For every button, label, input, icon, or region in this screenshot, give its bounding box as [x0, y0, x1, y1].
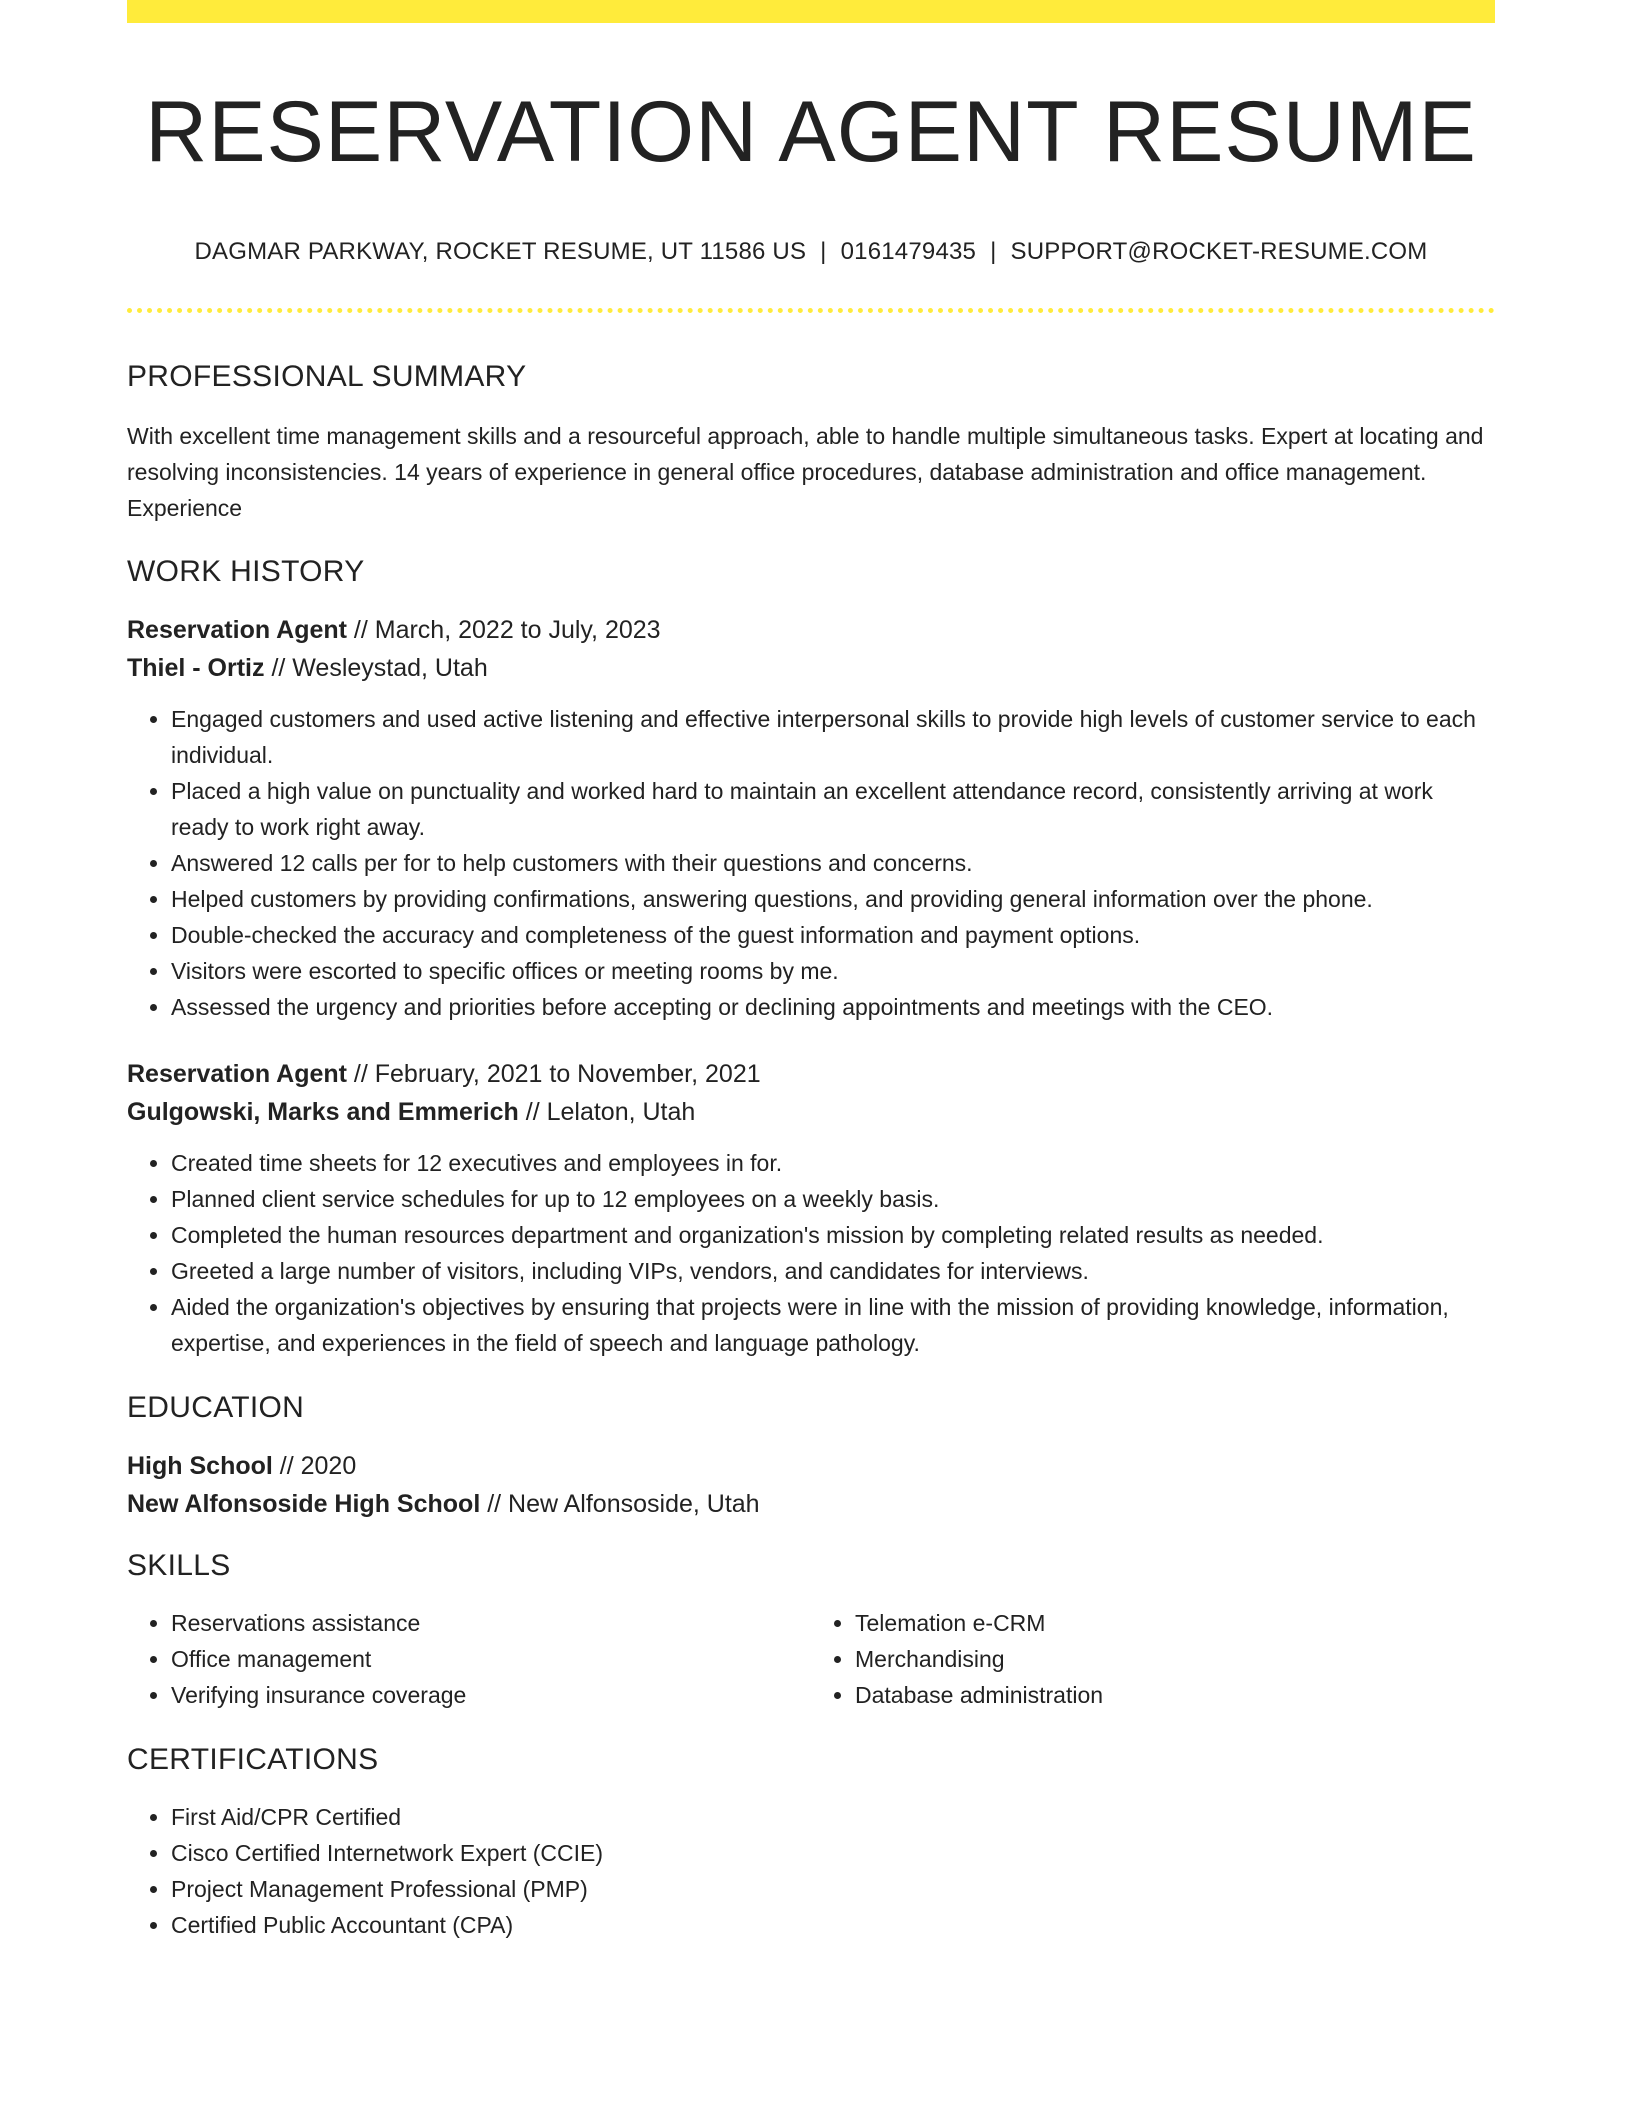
- list-item: • Greeted a large number of visitors, including VIPs, vendors, and candidates for interviews.: [171, 1253, 1495, 1289]
- list-item: • Completed the human resources department and organization's mission by completing related results as needed.: [171, 1217, 1495, 1253]
- job-company: Thiel - Ortiz: [127, 653, 265, 682]
- skill-item: • Telemation e-CRM: [855, 1605, 1495, 1641]
- job-entry: [127, 611, 1495, 1025]
- certification-item: • First Aid/CPR Certified: [171, 1799, 1495, 1835]
- job-bullet-list: [127, 1145, 1495, 1361]
- skill-item: • Database administration: [855, 1677, 1495, 1713]
- skill-item: • Reservations assistance: [171, 1605, 811, 1641]
- contact-address: DAGMAR PARKWAY, ROCKET RESUME, UT 11586 US: [194, 237, 807, 265]
- resume-content: [127, 0, 1495, 1943]
- job-location: // Lelaton, Utah: [518, 1097, 696, 1126]
- list-item: • Planned client service schedules for up to 12 employees on a weekly basis.: [171, 1181, 1495, 1217]
- section-title-skills: SKILLS: [127, 1548, 231, 1582]
- list-item: • Double-checked the accuracy and completeness of the guest information and payment options.: [171, 917, 1495, 953]
- section-title-work-history: WORK HISTORY: [127, 554, 365, 588]
- list-item: • Placed a high value on punctuality and worked hard to maintain an excellent attendance record, consistently arriving at work ready to work right away.: [171, 773, 1495, 845]
- contact-separator: |: [820, 237, 827, 265]
- education-degree-line: [127, 1447, 1495, 1485]
- job-title-line: [127, 1055, 1495, 1093]
- job-dates: // March, 2022 to July, 2023: [346, 615, 661, 644]
- job-company-line: [127, 1093, 1495, 1131]
- certification-item: • Cisco Certified Internetwork Expert (CCIE): [171, 1835, 1495, 1871]
- education-school-line: [127, 1485, 1495, 1523]
- job-company: Gulgowski, Marks and Emmerich: [127, 1097, 519, 1126]
- education-school: New Alfonsoside High School: [127, 1489, 481, 1518]
- job-bullet-list: [127, 701, 1495, 1025]
- skill-item: • Office management: [171, 1641, 811, 1677]
- job-company-line: [127, 649, 1495, 687]
- education-year: // 2020: [272, 1451, 357, 1480]
- section-title-certifications: CERTIFICATIONS: [127, 1742, 379, 1776]
- contact-email: SUPPORT@ROCKET-RESUME.COM: [1010, 237, 1428, 265]
- list-item: • Helped customers by providing confirmations, answering questions, and providing general information over the phone.: [171, 881, 1495, 917]
- section-title-education: EDUCATION: [127, 1390, 305, 1424]
- skills-list-right: [811, 1605, 1495, 1713]
- skill-item: • Verifying insurance coverage: [171, 1677, 811, 1713]
- contact-separator: |: [990, 237, 997, 265]
- list-item: • Created time sheets for 12 executives and employees in for.: [171, 1145, 1495, 1181]
- list-item: • Visitors were escorted to specific offices or meeting rooms by me.: [171, 953, 1495, 989]
- list-item: • Assessed the urgency and priorities before accepting or declining appointments and meetings with the CEO.: [171, 989, 1495, 1025]
- education-entry: [127, 1447, 1495, 1523]
- skill-item: • Merchandising: [855, 1641, 1495, 1677]
- section-title-summary: PROFESSIONAL SUMMARY: [127, 359, 527, 393]
- skills-list-left: [127, 1605, 811, 1713]
- top-accent-bar: [127, 0, 1495, 23]
- dotted-divider: [127, 308, 1495, 313]
- list-item: • Aided the organization's objectives by ensuring that projects were in line with the mission of providing knowledge, information, expertise, and experiences in the field of speech and language pathology.: [171, 1289, 1495, 1361]
- education-location: // New Alfonsoside, Utah: [480, 1489, 760, 1518]
- list-item: • Answered 12 calls per for to help customers with their questions and concerns.: [171, 845, 1495, 881]
- certifications-list: [127, 1799, 1495, 1943]
- certification-item: • Project Management Professional (PMP): [171, 1871, 1495, 1907]
- job-entry: [127, 1055, 1495, 1361]
- contact-phone: 0161479435: [840, 237, 977, 265]
- certification-item: • Certified Public Accountant (CPA): [171, 1907, 1495, 1943]
- job-role: Reservation Agent: [127, 615, 347, 644]
- contact-line: [127, 238, 1495, 266]
- resume-title: RESERVATION AGENT RESUME: [145, 84, 1477, 180]
- job-role: Reservation Agent: [127, 1059, 347, 1088]
- education-degree: High School: [127, 1451, 273, 1480]
- job-title-line: [127, 611, 1495, 649]
- job-location: // Wesleystad, Utah: [264, 653, 488, 682]
- job-dates: // February, 2021 to November, 2021: [346, 1059, 761, 1088]
- list-item: • Engaged customers and used active listening and effective interpersonal skills to provide high levels of customer service to each individual.: [171, 701, 1495, 773]
- skills-columns: [127, 1605, 1495, 1713]
- summary-text: With excellent time management skills and a resourceful approach, able to handle multiple simultaneous tasks. Expert at locating and resolving inconsistencies. 14 years of experience in general office procedures, database administration and office management. Experience: [127, 422, 1484, 521]
